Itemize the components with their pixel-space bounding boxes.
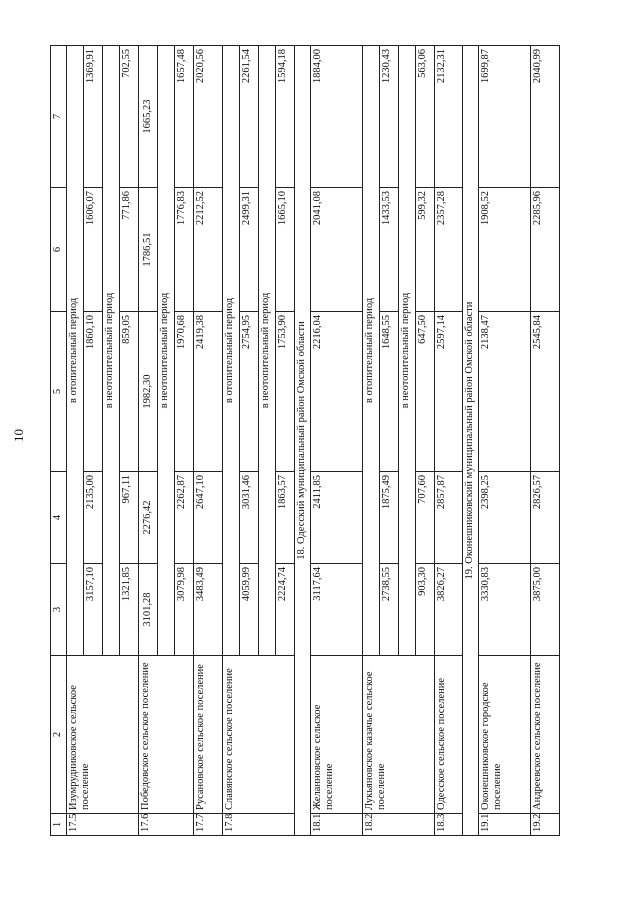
value-cell: 1908,52 xyxy=(479,188,531,312)
value-cell: 1369,91 xyxy=(84,46,103,188)
value-cell: 4059,99 xyxy=(239,564,258,656)
value-cell: 1863,57 xyxy=(275,472,294,564)
value-cell: 1982,30 xyxy=(139,312,158,472)
value-cell: 2499,31 xyxy=(239,188,258,312)
row-number: 17.5 xyxy=(67,814,139,836)
header-cell: 1 xyxy=(51,814,67,836)
value-cell: 1786,51 xyxy=(139,188,158,312)
value-cell: 3031,46 xyxy=(239,472,258,564)
settlement-name: Русановское сельское поселение xyxy=(194,656,223,814)
value-cell: 3330,83 xyxy=(479,564,531,656)
value-cell: 2411,85 xyxy=(310,472,362,564)
header-cell: 5 xyxy=(51,312,67,472)
value-cell: 3483,49 xyxy=(194,564,223,656)
value-cell: 647,50 xyxy=(415,312,434,472)
value-cell: 3157,10 xyxy=(84,564,103,656)
settlement-name: Желанновское сельское поселение xyxy=(310,656,362,814)
settlement-name: Лукьяновское казачье сельское поселение xyxy=(362,656,434,814)
table-row xyxy=(531,46,560,836)
value-cell: 2754,95 xyxy=(239,312,258,472)
value-cell: 2398,25 xyxy=(479,472,531,564)
settlement-name: Оконешниковское городское поселение xyxy=(479,656,531,814)
value-cell: 1970,68 xyxy=(175,312,194,472)
page-number: 10 xyxy=(11,429,26,442)
row-number: 17.7 xyxy=(194,814,223,836)
tariff-table-sheet xyxy=(50,46,560,836)
row-number: 19.2 xyxy=(531,814,560,836)
value-cell: 1860,10 xyxy=(84,312,103,472)
value-cell: 2285,96 xyxy=(531,188,560,312)
region-title: 18. Одесский муниципальный район Омской области xyxy=(294,46,310,836)
row-number: 18.2 xyxy=(362,814,434,836)
period-label: в неотопительный период xyxy=(258,46,275,656)
region-title: 19. Оконешниковский муниципальный район Омской области xyxy=(463,46,479,836)
table-row xyxy=(67,46,84,836)
header-cell: 4 xyxy=(51,472,67,564)
value-cell: 702,55 xyxy=(120,46,139,188)
value-cell: 2647,10 xyxy=(194,472,223,564)
settlement-name: Изумрудниковское сельское поселение xyxy=(67,656,139,814)
value-cell: 1230,43 xyxy=(379,46,398,188)
period-label: в отопительный период xyxy=(222,46,239,656)
period-label: в неотопительный период xyxy=(158,46,175,656)
value-cell: 2138,47 xyxy=(479,312,531,472)
value-cell: 3117,64 xyxy=(310,564,362,656)
value-cell: 1606,07 xyxy=(84,188,103,312)
value-cell: 2212,52 xyxy=(194,188,223,312)
value-cell: 2545,84 xyxy=(531,312,560,472)
value-cell: 2041,08 xyxy=(310,188,362,312)
value-cell: 1321,85 xyxy=(120,564,139,656)
value-cell: 3875,00 xyxy=(531,564,560,656)
value-cell: 1657,48 xyxy=(175,46,194,188)
settlement-name: Андреевское сельское поселение xyxy=(531,656,560,814)
settlement-name: Победовское сельское поселение xyxy=(139,656,194,814)
value-cell: 3101,28 xyxy=(139,564,158,656)
value-cell: 2262,87 xyxy=(175,472,194,564)
value-cell: 1753,90 xyxy=(275,312,294,472)
value-cell: 1665,23 xyxy=(139,46,158,188)
header-cell: 3 xyxy=(51,564,67,656)
row-number: 17.6 xyxy=(139,814,194,836)
value-cell: 3079,98 xyxy=(175,564,194,656)
tariff-table xyxy=(50,45,560,836)
table-row xyxy=(479,46,531,836)
header-cell: 2 xyxy=(51,656,67,814)
value-cell: 3826,27 xyxy=(434,564,463,656)
value-cell: 2135,00 xyxy=(84,472,103,564)
row-number: 17.8 xyxy=(222,814,294,836)
period-label: в отопительный период xyxy=(362,46,379,656)
row-number: 18.3 xyxy=(434,814,463,836)
value-cell: 2597,14 xyxy=(434,312,463,472)
table-row xyxy=(222,46,239,836)
value-cell: 1665,10 xyxy=(275,188,294,312)
value-cell: 2276,42 xyxy=(139,472,158,564)
value-cell: 967,11 xyxy=(120,472,139,564)
table-row xyxy=(362,46,379,836)
value-cell: 599,32 xyxy=(415,188,434,312)
settlement-name: Одесское сельское поселение xyxy=(434,656,463,814)
value-cell: 2738,55 xyxy=(379,564,398,656)
value-cell: 2216,04 xyxy=(310,312,362,472)
value-cell: 903,30 xyxy=(415,564,434,656)
value-cell: 1884,00 xyxy=(310,46,362,188)
value-cell: 1433,53 xyxy=(379,188,398,312)
header-cell: 7 xyxy=(51,46,67,188)
value-cell: 1875,49 xyxy=(379,472,398,564)
value-cell: 2419,38 xyxy=(194,312,223,472)
region-row xyxy=(463,46,479,836)
value-cell: 2826,57 xyxy=(531,472,560,564)
value-cell: 1594,18 xyxy=(275,46,294,188)
period-label: в неотопительный период xyxy=(103,46,120,656)
header-row xyxy=(51,46,67,836)
value-cell: 2357,28 xyxy=(434,188,463,312)
table-row xyxy=(310,46,362,836)
row-number: 19.1 xyxy=(479,814,531,836)
value-cell: 2132,31 xyxy=(434,46,463,188)
value-cell: 1648,55 xyxy=(379,312,398,472)
period-label: в неотопительный период xyxy=(398,46,415,656)
region-row xyxy=(294,46,310,836)
value-cell: 2040,99 xyxy=(531,46,560,188)
header-cell: 6 xyxy=(51,188,67,312)
value-cell: 707,60 xyxy=(415,472,434,564)
value-cell: 1699,87 xyxy=(479,46,531,188)
value-cell: 2857,87 xyxy=(434,472,463,564)
value-cell: 563,06 xyxy=(415,46,434,188)
value-cell: 2261,54 xyxy=(239,46,258,188)
period-label: в отопительный период xyxy=(67,46,84,656)
value-cell: 2020,56 xyxy=(194,46,223,188)
value-cell: 771,86 xyxy=(120,188,139,312)
value-cell: 2224,74 xyxy=(275,564,294,656)
value-cell: 859,05 xyxy=(120,312,139,472)
table-row xyxy=(434,46,463,836)
settlement-name: Славянское сельское поселение xyxy=(222,656,294,814)
row-number: 18.1 xyxy=(310,814,362,836)
table-row xyxy=(194,46,223,836)
table-row xyxy=(139,46,158,836)
value-cell: 1776,83 xyxy=(175,188,194,312)
